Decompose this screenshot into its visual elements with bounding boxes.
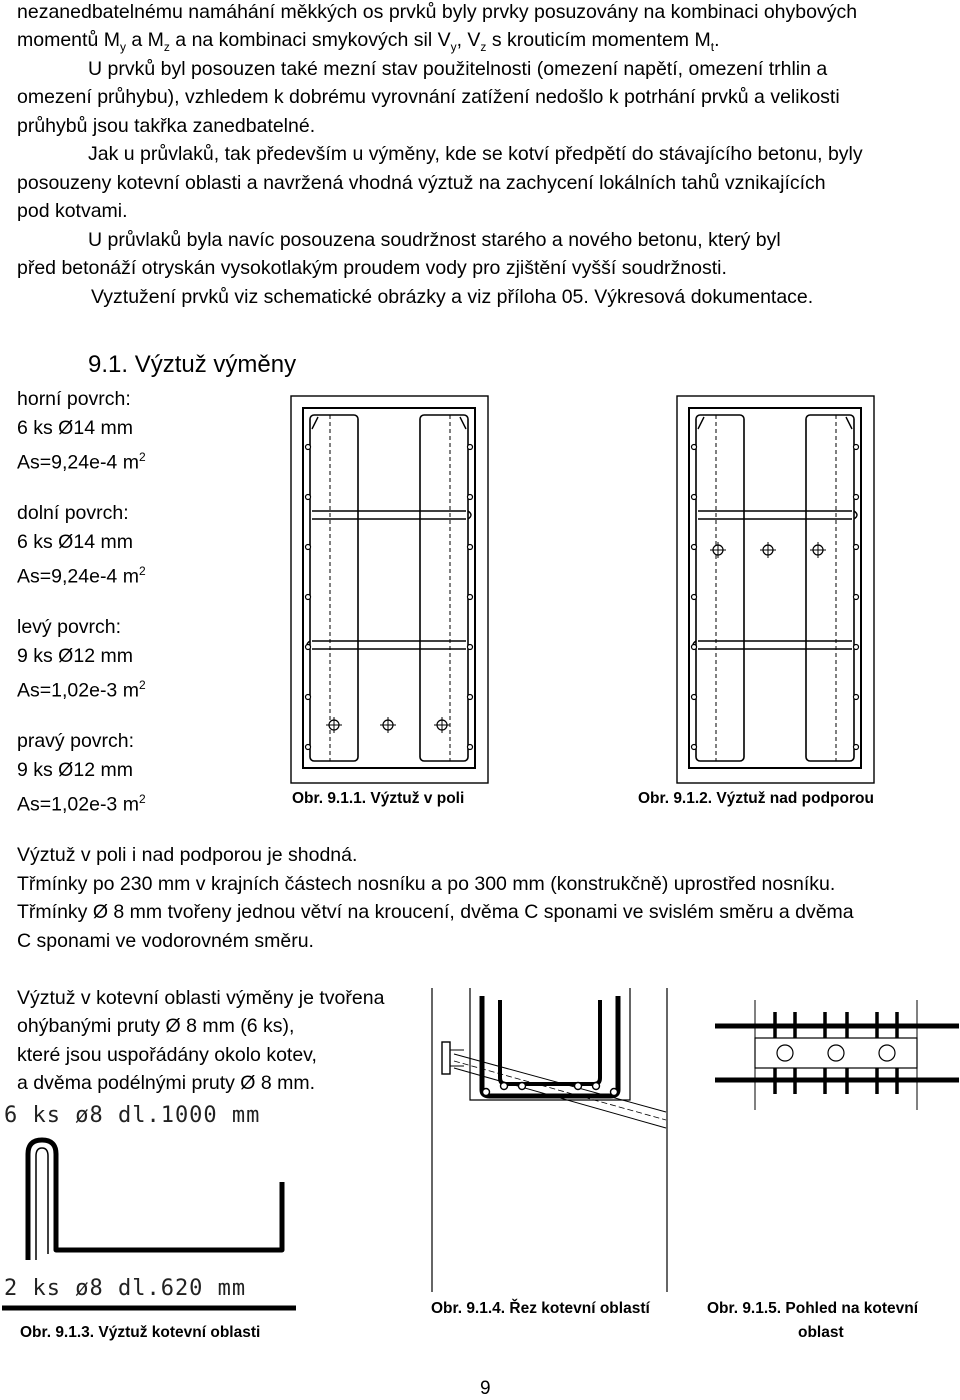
- spec-bottom-area: As=9,24e-4 $m^2$: [17, 564, 146, 588]
- spec-top-area: As=9,24e-4 $m^2$: [17, 450, 146, 474]
- spec-bottom: [17, 499, 146, 592]
- anchor-zone-section-figure: [430, 988, 670, 1293]
- intro-line-9: U průvlaků byla navíc posouzena soudržnost starého a nového betonu, který byl: [88, 229, 781, 251]
- stirrup-right: [420, 415, 468, 761]
- caption-fig-9-1-1: Obr. 9.1.1. Výztuž v poli: [292, 790, 465, 807]
- spec-right-bars: 9 ks Ø12 mm: [17, 759, 133, 781]
- intro-line-1: nezanedbatelnému namáhání měkkých os prvků byly prvky posuzovány na kombinaci ohybových: [17, 1, 858, 23]
- cross-section-span-figure: [290, 395, 490, 785]
- intro-line-10: před betonáží otryskán vysokotlakým proudem vody pro zjištění vyšší soudržnosti.: [17, 257, 727, 279]
- caption-fig-9-1-2: Obr. 9.1.2. Výztuž nad podporou: [638, 790, 874, 807]
- spec-left-area: As=1,02e-3 $m^2$: [17, 678, 146, 702]
- caption-fig-9-1-4: Obr. 9.1.4. Řez kotevní oblastí: [431, 1300, 650, 1317]
- anchor-line-4: a dvěma podélnými pruty Ø 8 mm.: [17, 1072, 316, 1094]
- intro-line-2: momentů $M_y$ a $M_z$ a na kombinaci smykových sil $V_y$, $V_z$ s krouticím momentem $M_t$.: [17, 29, 720, 54]
- spec-right-area: As=1,02e-3 $m^2$: [17, 792, 146, 816]
- mid-line-1: Výztuž v poli i nad podporou je shodná.: [17, 844, 358, 866]
- tie-2: [312, 641, 466, 649]
- caption-fig-9-1-3: Obr. 9.1.3. Výztuž kotevní oblasti: [20, 1324, 261, 1341]
- anchor-line-1: Výztuž v kotevní oblasti výměny je tvořena: [17, 987, 385, 1009]
- spec-left-bars: 9 ks Ø12 mm: [17, 645, 133, 667]
- anchor-line-3: které jsou uspořádány okolo kotev,: [17, 1044, 317, 1066]
- spec-right-label: pravý povrch:: [17, 730, 135, 752]
- spec-right: [17, 727, 146, 820]
- anchor-zone-view-figure: [715, 1000, 960, 1110]
- mid-line-4: C sponami ve vodorovném směru.: [17, 930, 314, 952]
- caption-fig-9-1-5: Obr. 9.1.5. Pohled na kotevní: [707, 1300, 919, 1317]
- intro-line-7: posouzeny kotevní oblasti a navržená vhodná výztuž na zachycení lokálních tahů vznikajících: [17, 172, 826, 194]
- spec-left-label: levý povrch:: [17, 616, 122, 638]
- tie-1: [312, 511, 466, 519]
- intro-line-6: Jak u průvlaků, tak především u výměny, kde se kotví předpětí do stávajícího betonu, byly: [88, 143, 863, 165]
- tendon-top: [454, 1054, 666, 1112]
- stirrup-outer: [303, 408, 475, 768]
- sketch-label-bent-bars: 6 ks ø8 dl.1000 mm: [4, 1103, 261, 1128]
- intro-line-11: Vyztužení prvků viz schematické obrázky a viz příloha 05. Výkresová dokumentace.: [91, 286, 814, 308]
- mid-line-2: Třmínky po 230 mm v krajních částech nosníku a po 300 mm (konstrukčně) uprostřed nosníku.: [17, 873, 836, 895]
- mid-line-3: Třmínky Ø 8 mm tvořeny jednou větví na kroucení, dvěma C sponami ve svislém směru a dvěma: [17, 901, 854, 923]
- intro-line-3: U prvků byl posouzen také mezní stav použitelnosti (omezení napětí, omezení trhlin a: [88, 58, 828, 80]
- section-title: 9.1. Výztuž výměny: [88, 351, 297, 378]
- stirrup-left: [310, 415, 358, 761]
- intro-line-5: průhybů jsou takřka zanedbatelné.: [17, 115, 316, 137]
- caption-fig-9-1-5-cont: oblast: [798, 1324, 844, 1341]
- spec-bottom-label: dolní povrch:: [17, 502, 129, 524]
- intro-line-4: omezení průhybu), vzhledem k dobrému vyrovnání zatížení nedošlo k potrhání prvků a velikosti: [17, 86, 840, 108]
- intro-line-8: pod kotvami.: [17, 200, 128, 222]
- spec-left: [17, 613, 146, 706]
- anchor-bar-sketch: [0, 1130, 300, 1315]
- spec-bottom-bars: 6 ks Ø14 mm: [17, 531, 133, 553]
- cross-section-support-figure: [676, 395, 876, 785]
- spec-top-bars: 6 ks Ø14 mm: [17, 417, 133, 439]
- u-bar-inner: [500, 1000, 600, 1084]
- sketch-label-longitudinal-bars: 2 ks ø8 dl.620 mm: [4, 1276, 247, 1301]
- anchor-plate: [442, 1042, 450, 1074]
- anchor-line-2: ohýbanými pruty Ø 8 mm (6 ks),: [17, 1015, 295, 1037]
- hairpin-bar-outer: [28, 1140, 282, 1260]
- page-number: 9: [480, 1378, 491, 1399]
- beam-outline: [677, 396, 874, 783]
- spec-top: [17, 385, 146, 478]
- spec-top-label: horní povrch:: [17, 388, 131, 410]
